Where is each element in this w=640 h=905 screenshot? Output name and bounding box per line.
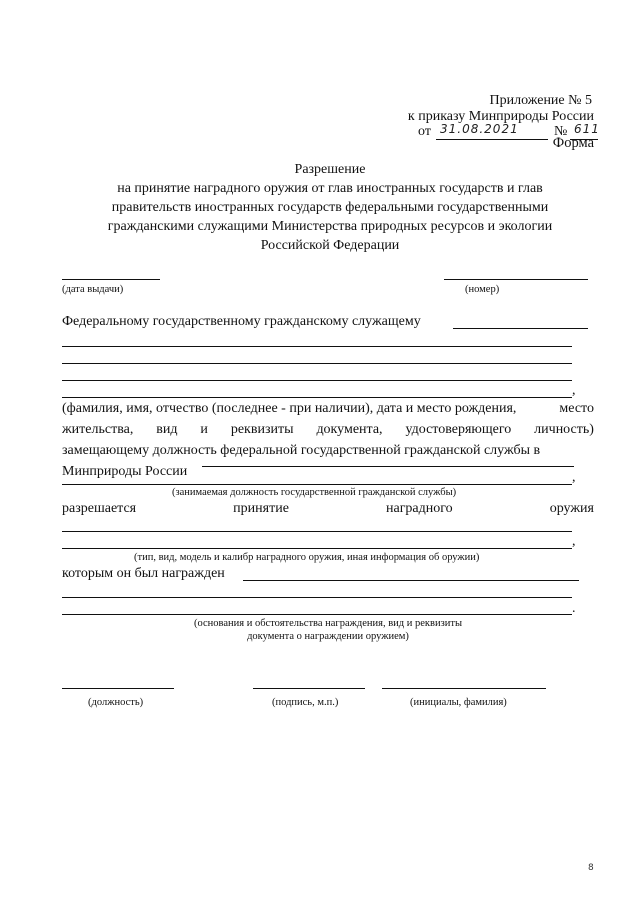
word: принятие xyxy=(233,501,289,516)
permitted-row xyxy=(62,500,594,517)
title-line-1: Разрешение xyxy=(294,162,366,177)
person-info-text-1-end: место xyxy=(559,401,594,416)
number-caption: (номер) xyxy=(465,284,500,295)
person-info-text-1: (фамилия, имя, отчество (последнее - при наличии), дата и место рождения, xyxy=(62,401,517,416)
word: оружия xyxy=(549,501,594,516)
page-number: 8 xyxy=(588,863,594,873)
period: . xyxy=(572,601,576,616)
comma-1: , xyxy=(572,383,576,398)
title-line-5: Российской Федерации xyxy=(260,238,400,253)
handwritten-date: 31.08.2021 xyxy=(440,122,519,136)
date-underline xyxy=(436,139,548,140)
grounds-caption-2: документа о награждении оружием) xyxy=(247,631,409,642)
word: вид xyxy=(156,422,178,437)
initials-caption: (инициалы, фамилия) xyxy=(410,697,507,708)
comma-2: , xyxy=(572,470,576,485)
grounds-line-2[interactable] xyxy=(62,614,572,615)
word: жительства, xyxy=(62,422,134,437)
awarded-line[interactable] xyxy=(243,580,579,581)
grounds-caption xyxy=(62,617,594,643)
word: и xyxy=(200,422,208,437)
ministry-line[interactable] xyxy=(202,466,574,467)
person-line-2[interactable] xyxy=(62,363,572,364)
weapon-caption: (тип, вид, модель и калибр наградного оружия, иная информация об оружии) xyxy=(134,552,480,563)
number-prefix: № xyxy=(554,124,568,139)
word: реквизиты xyxy=(230,422,294,437)
word: удостоверяющего xyxy=(405,422,512,437)
weapon-line-2[interactable] xyxy=(62,548,572,549)
person-info-row-2 xyxy=(62,419,594,440)
person-info-row-4: Минприроды России xyxy=(62,464,188,479)
title-line-3: правительств иностранных государств федеральными государственными xyxy=(111,200,549,215)
word: разрешается xyxy=(62,501,137,516)
date-prefix: от xyxy=(418,124,431,139)
addressee-label: Федеральному государственному гражданскому служащему xyxy=(62,314,421,329)
position-caption: (занимаемая должность государственной гражданской службы) xyxy=(172,487,457,498)
form-label: Форма xyxy=(552,135,594,151)
sign-position-line[interactable] xyxy=(62,688,174,689)
initials-line[interactable] xyxy=(382,688,546,689)
title-line-4: гражданскими служащими Министерства природных ресурсов и экологии xyxy=(107,219,553,234)
signature-caption: (подпись, м.п.) xyxy=(272,697,339,708)
person-info-row-3: замещающему должность федеральной государственной гражданской службы в xyxy=(62,443,541,458)
appendix-number: Приложение № 5 xyxy=(489,93,592,108)
issue-date-caption: (дата выдачи) xyxy=(62,284,124,295)
grounds-line-1[interactable] xyxy=(62,597,572,598)
person-line-3[interactable] xyxy=(62,380,572,381)
handwritten-number: 611 xyxy=(574,122,600,136)
addressee-line[interactable] xyxy=(453,328,588,329)
signature-line[interactable] xyxy=(253,688,365,689)
issue-date-line[interactable] xyxy=(62,279,160,280)
position-line[interactable] xyxy=(62,484,572,485)
order-reference: к приказу Минприроды России xyxy=(407,109,594,124)
person-info-paragraph xyxy=(62,398,594,482)
person-line-1[interactable] xyxy=(62,346,572,347)
word: наградного xyxy=(385,501,453,516)
sign-position-caption: (должность) xyxy=(88,697,144,708)
word: личность) xyxy=(534,422,594,437)
weapon-line-1[interactable] xyxy=(62,531,572,532)
comma-3: , xyxy=(572,534,576,549)
word: документа, xyxy=(316,422,383,437)
title-line-2: на принятие наградного оружия от глав иностранных государств и глав xyxy=(117,181,543,196)
grounds-caption-1: (основания и обстоятельства награждения, вид и реквизиты xyxy=(193,618,463,629)
awarded-label: которым он был награжден xyxy=(62,566,225,581)
person-info-row-1 xyxy=(62,398,594,419)
document-title xyxy=(60,160,600,255)
number-line[interactable] xyxy=(444,279,588,280)
